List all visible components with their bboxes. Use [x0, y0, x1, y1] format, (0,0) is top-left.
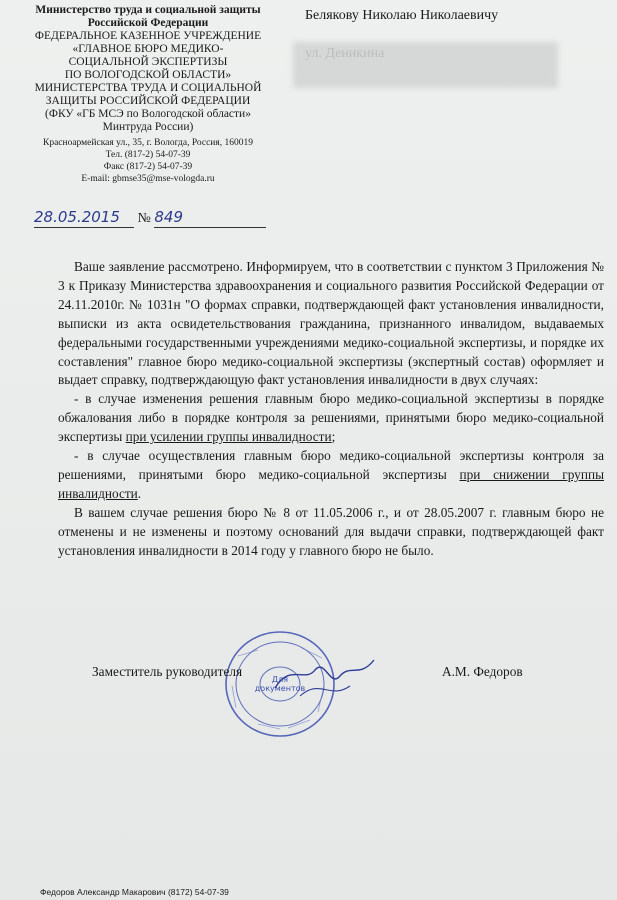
letterhead-line: ПО ВОЛОГОДСКОЙ ОБЛАСТИ» — [64, 69, 232, 81]
letter-body — [58, 258, 604, 561]
letterhead-address: Красноармейская ул., 35, г. Вологда, Россия, 160019 — [42, 138, 253, 148]
letterhead — [14, 4, 282, 185]
paragraph-intro: Ваше заявление рассмотрено. Информируем, что в соответствии с пунктом 3 Приложения № 3 к Приказу Министерства здравоохранения и социального развития Российской Федерации от 24.11.2010г. № 1031н "О формах справки, подтверждающей факт установления инвалидности, выписки из акта освидетельствования гражданина, признанного инвалидом, выдаваемых федеральными государственными учреждениями медико-социальной экспертизы, и порядке их составления" главное бюро медико-социальной экспертизы (экспертный состав) оформляет и выдает справку, подтверждающую факт установления инвалидности в двух случаях: — [58, 259, 604, 388]
case-2-text: - в случае осуществления главным бюро медико-социальной экспертизы контроля за решениями, принятыми бюро медико-социальной экспертизы — [58, 448, 604, 482]
letterhead-phone: Тел. (817-2) 54-07-39 — [105, 150, 191, 160]
redaction-blur — [293, 42, 558, 88]
letterhead-email: E-mail: gbmse35@mse-vologda.ru — [81, 174, 215, 184]
case-2-end: . — [137, 485, 142, 501]
paragraph-case-1 — [58, 390, 604, 447]
paragraph-case-2 — [58, 447, 604, 504]
signer-name: А.М. Федоров — [442, 664, 523, 679]
letterhead-line: ФЕДЕРАЛЬНОЕ КАЗЕННОЕ УЧРЕЖДЕНИЕ — [34, 30, 262, 42]
recipient-address — [305, 46, 605, 86]
footer-executor: Федоров Александр Макарович (8172) 54-07-39 — [40, 887, 229, 897]
stamp-text-1: Для — [271, 675, 289, 684]
letterhead-line: СОЦИАЛЬНОЙ ЭКСПЕРТИЗЫ — [68, 56, 228, 68]
recipient-name: Белякову Николаю Николаевичу — [305, 8, 499, 23]
number-sign: № — [137, 211, 151, 226]
case-1-end: ; — [331, 429, 336, 445]
paragraph-conclusion: В вашем случае решения бюро № 8 от 11.05.2006 г., и от 28.05.2007 г. главным бюро не отменены и не изменены и поэтому оснований для выдачи справки, подтверждающей факт установления инвалидности в 2014 году у главного бюро не было. — [58, 504, 604, 558]
handwritten-number: 849 — [154, 208, 183, 226]
case-1-underlined: при усилении группы инвалидности — [125, 429, 332, 445]
letterhead-line: МИНИСТЕРСТВА ТРУДА И СОЦИАЛЬНОЙ — [34, 82, 262, 94]
date-number-line — [34, 208, 266, 228]
handwritten-date: 28.05.2015 — [34, 208, 120, 226]
letterhead-line: (ФКУ «ГБ МСЭ по Вологодской области» — [45, 108, 251, 120]
letterhead-line: «ГЛАВНОЕ БЮРО МЕДИКО- — [72, 43, 224, 55]
recipient-block — [305, 8, 605, 86]
case-2-underlined: при снижении группы инвалидности — [58, 466, 604, 501]
letterhead-line: ЗАЩИТЫ РОССИЙСКОЙ ФЕДЕРАЦИИ — [45, 95, 251, 107]
signer-position: Заместитель руководителя — [92, 664, 243, 679]
letterhead-ministry: Министерство труда и социальной защиты — [35, 4, 261, 16]
case-1-text: - в случае изменения решения главным бюро медико-социальной экспертизы в порядке обжалования либо в порядке контроля за решениями, принятыми бюро медико-социальной экспертизы — [58, 391, 604, 445]
stamp-text-2: документов — [254, 684, 306, 693]
letterhead-country: Российской Федерации — [87, 17, 209, 29]
signature — [270, 648, 380, 708]
letterhead-line: Минтруда России) — [102, 121, 194, 133]
letterhead-fax: Факс (817-2) 54-07-39 — [103, 162, 193, 172]
